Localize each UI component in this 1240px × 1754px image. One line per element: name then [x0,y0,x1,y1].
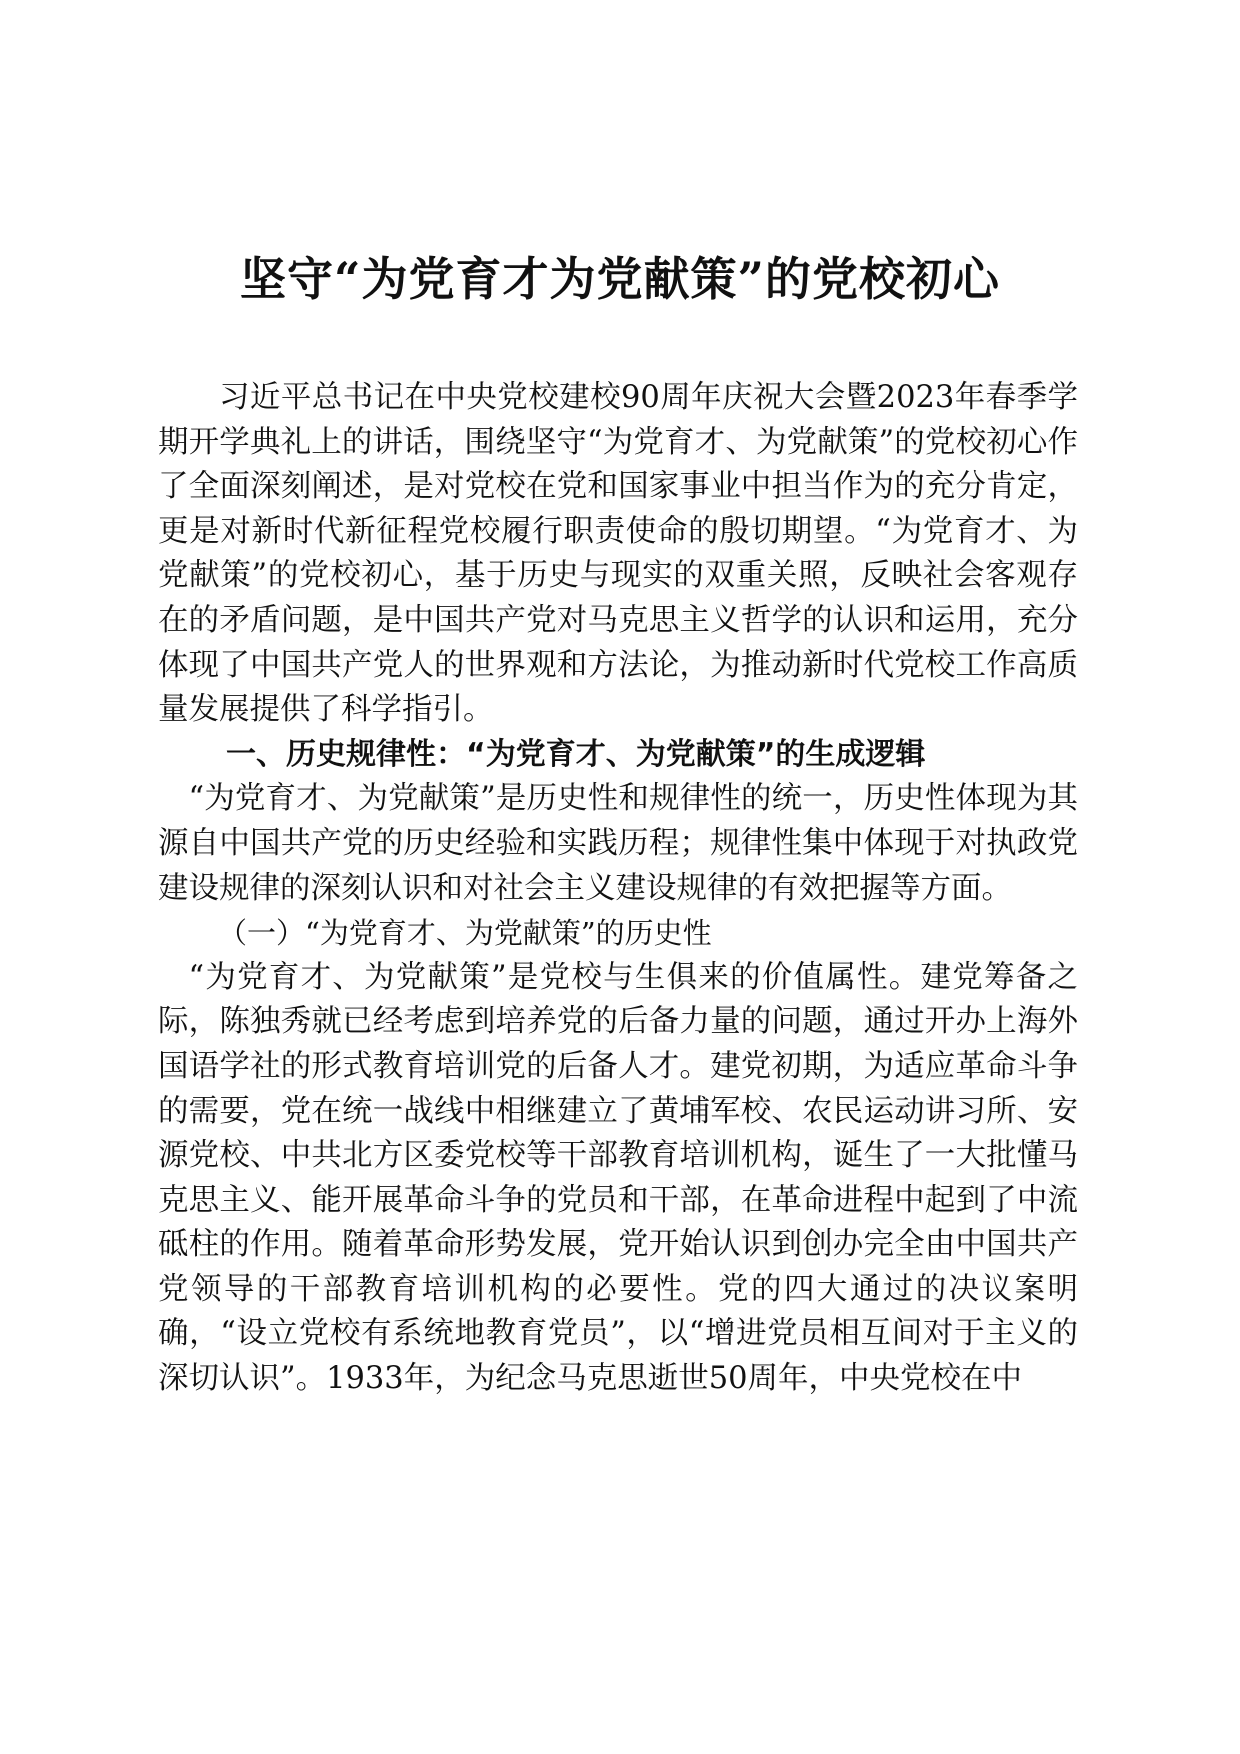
page-title: 坚守“为党育才为党献策”的党校初心 [240,252,1000,306]
paragraph-intro: 习近平总书记在中央党校建校90周年庆祝大会暨2023年春季学期开学典礼上的讲话，围绕坚守“为党育才、为党献策”的党校初心作了全面深刻阐述，是对党校在党和国家事业中担当作为的充分肯定，更是对新时代新征程党校履行职责使命的殷切期望。“为党育才、为党献策”的党校初心，基于历史与现实的双重关照，反映社会客观存在的矛盾问题，是中国共产党对马克思主义哲学的认识和运用，充分体现了中国共产党人的世界观和方法论，为推动新时代党校工作高质量发展提供了科学指引。 [158,380,1078,728]
document-body [158,376,1078,1402]
section-heading-1: 一、历史规律性：“为党育才、为党献策”的生成逻辑 [226,736,926,772]
subsection-heading-1: （一）“为党育才、为党献策”的历史性 [218,916,712,951]
paragraph-section-1: “为党育才、为党献策”是历史性和规律性的统一，历史性体现为其源自中国共产党的历史经验和实践历程；规律性集中体现于对执政党建设规律的深刻认识和对社会主义建设规律的有效把握等方面。 [158,781,1078,906]
paragraph-subsection-1: “为党育才、为党献策”是党校与生俱来的价值属性。建党筹备之际，陈独秀就已经考虑到培养党的后备力量的问题，通过开办上海外国语学社的形式教育培训党的后备人才。建党初期，为适应革命斗争的需要，党在统一战线中相继建立了黄埔军校、农民运动讲习所、安源党校、中共北方区委党校等干部教育培训机构，诞生了一大批懂马克思主义、能开展革命斗争的党员和干部，在革命进程中起到了中流砥柱的作用。随着革命形势发展，党开始认识到创办完全由中国共产党领导的干部教育培训机构的必要性。党的四大通过的决议案明确，“设立党校有系统地教育党员”，以“增进党员相互间对于主义的深切认识”。1933年，为纪念马克思逝世50周年，中央党校在中 [158,959,1078,1397]
